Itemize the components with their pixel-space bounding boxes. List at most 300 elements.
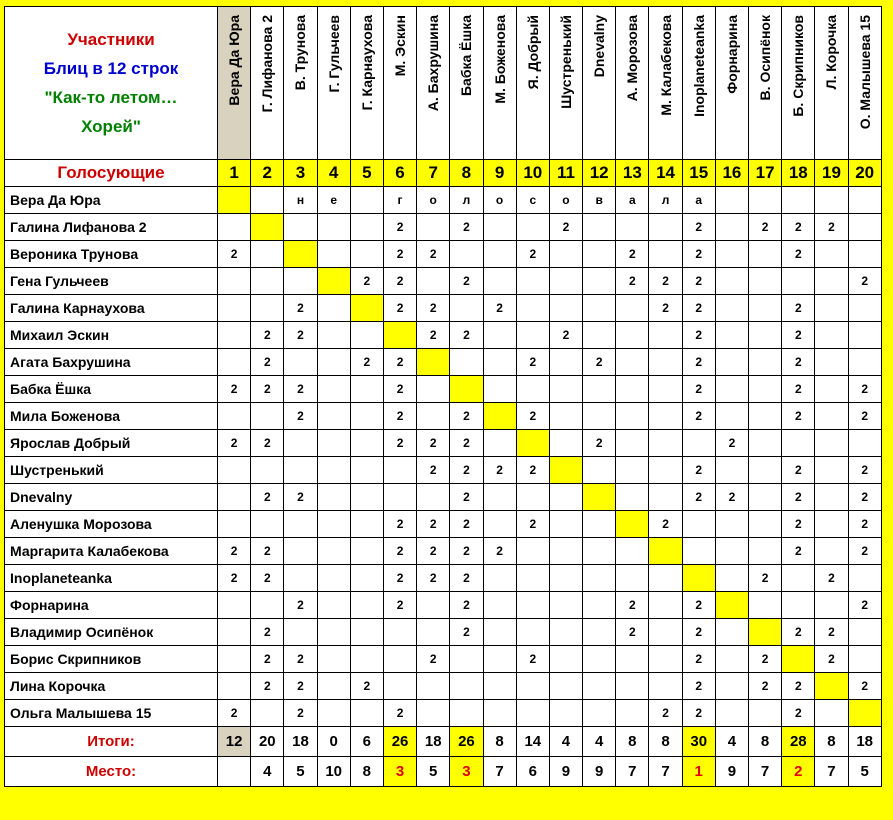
participant-name: Форнарина	[723, 15, 740, 94]
vote-cell: 2	[383, 538, 416, 565]
place-cell	[218, 757, 251, 787]
self-vote-cell	[251, 214, 284, 241]
vote-cell: 2	[450, 268, 483, 295]
total-cell: 18	[417, 727, 450, 757]
table-row	[5, 592, 882, 619]
self-vote-cell	[516, 430, 549, 457]
vote-cell: 2	[715, 430, 748, 457]
vote-cell	[383, 457, 416, 484]
vote-cell: 2	[848, 268, 881, 295]
table-row	[5, 295, 882, 322]
vote-cell	[583, 376, 616, 403]
vote-cell	[815, 484, 848, 511]
vote-cell	[218, 511, 251, 538]
vote-cell	[218, 403, 251, 430]
place-cell: 9	[583, 757, 616, 787]
vote-cell	[782, 430, 815, 457]
vote-cell: 2	[682, 241, 715, 268]
vote-cell	[649, 349, 682, 376]
vote-cell: 2	[682, 349, 715, 376]
vote-cell	[749, 430, 782, 457]
vote-cell: 2	[715, 484, 748, 511]
vote-cell	[649, 241, 682, 268]
vote-cell	[218, 457, 251, 484]
vote-cell	[616, 484, 649, 511]
participant-header	[350, 7, 383, 160]
vote-cell: 2	[383, 700, 416, 727]
vote-cell: 2	[350, 349, 383, 376]
vote-cell	[251, 592, 284, 619]
vote-cell: 2	[383, 241, 416, 268]
vote-cell	[218, 214, 251, 241]
participant-header	[317, 7, 350, 160]
participant-number: 1	[218, 160, 251, 187]
vote-cell	[815, 457, 848, 484]
table-row	[5, 349, 882, 376]
place-row	[5, 757, 882, 787]
vote-cell	[616, 673, 649, 700]
vote-cell: 2	[417, 457, 450, 484]
total-cell: 0	[317, 727, 350, 757]
self-vote-cell	[815, 673, 848, 700]
vote-cell	[616, 457, 649, 484]
voter-name: Inoplaneteanka	[5, 565, 218, 592]
total-cell: 8	[649, 727, 682, 757]
vote-cell: о	[483, 187, 516, 214]
table-row	[5, 187, 882, 214]
vote-cell: 2	[450, 457, 483, 484]
participant-header	[549, 7, 582, 160]
vote-cell: 2	[251, 322, 284, 349]
vote-cell	[251, 187, 284, 214]
vote-cell	[549, 511, 582, 538]
self-vote-cell	[715, 592, 748, 619]
total-cell: 14	[516, 727, 549, 757]
vote-cell	[583, 241, 616, 268]
vote-cell	[317, 322, 350, 349]
place-cell: 1	[682, 757, 715, 787]
vote-cell	[549, 538, 582, 565]
total-cell: 12	[218, 727, 251, 757]
vote-cell	[782, 592, 815, 619]
vote-cell: 2	[417, 322, 450, 349]
vote-cell: 2	[251, 349, 284, 376]
vote-cell: 2	[682, 484, 715, 511]
vote-cell	[583, 673, 616, 700]
vote-cell	[417, 619, 450, 646]
participant-header	[218, 7, 251, 160]
vote-cell: 2	[251, 619, 284, 646]
vote-cell: 2	[616, 241, 649, 268]
vote-cell	[317, 538, 350, 565]
participant-header	[649, 7, 682, 160]
voter-name: Dnevalny	[5, 484, 218, 511]
vote-cell	[317, 619, 350, 646]
vote-cell	[583, 403, 616, 430]
vote-cell	[218, 592, 251, 619]
participant-number: 2	[251, 160, 284, 187]
vote-cell	[317, 349, 350, 376]
vote-cell: 2	[516, 646, 549, 673]
participant-number: 14	[649, 160, 682, 187]
vote-cell: 2	[383, 295, 416, 322]
vote-cell	[251, 403, 284, 430]
vote-cell: 2	[616, 619, 649, 646]
vote-cell: 2	[450, 403, 483, 430]
participant-number: 9	[483, 160, 516, 187]
total-cell: 18	[848, 727, 881, 757]
self-vote-cell	[616, 511, 649, 538]
vote-cell	[483, 484, 516, 511]
self-vote-cell	[317, 268, 350, 295]
vote-cell: 2	[682, 592, 715, 619]
vote-cell	[749, 700, 782, 727]
vote-cell	[483, 268, 516, 295]
vote-cell	[317, 565, 350, 592]
voting-table	[4, 6, 882, 787]
vote-cell	[749, 349, 782, 376]
vote-cell: 2	[649, 295, 682, 322]
number-row	[5, 160, 882, 187]
vote-cell	[815, 268, 848, 295]
vote-cell: 2	[782, 700, 815, 727]
voter-name: Форнарина	[5, 592, 218, 619]
vote-cell	[251, 268, 284, 295]
vote-cell	[549, 700, 582, 727]
vote-cell	[848, 295, 881, 322]
participant-name: М. Эскин	[392, 15, 409, 77]
vote-cell	[749, 484, 782, 511]
vote-cell	[350, 646, 383, 673]
place-cell: 8	[350, 757, 383, 787]
vote-cell	[749, 241, 782, 268]
vote-cell	[317, 376, 350, 403]
vote-cell: с	[516, 187, 549, 214]
vote-cell	[715, 646, 748, 673]
vote-cell: 2	[848, 376, 881, 403]
vote-cell: 2	[782, 457, 815, 484]
vote-cell: 2	[450, 511, 483, 538]
vote-cell	[583, 700, 616, 727]
total-cell: 28	[782, 727, 815, 757]
table-title	[5, 7, 218, 160]
vote-cell	[317, 403, 350, 430]
vote-cell	[549, 268, 582, 295]
vote-cell	[848, 187, 881, 214]
place-cell: 5	[417, 757, 450, 787]
vote-cell: 2	[450, 592, 483, 619]
vote-cell	[417, 268, 450, 295]
vote-cell	[583, 538, 616, 565]
vote-cell	[483, 214, 516, 241]
vote-cell: а	[682, 187, 715, 214]
voter-name: Ольга Малышева 15	[5, 700, 218, 727]
voter-name: Вероника Трунова	[5, 241, 218, 268]
participant-name: Бабка Ёшка	[458, 15, 475, 97]
vote-cell: 2	[350, 268, 383, 295]
vote-cell: 2	[450, 538, 483, 565]
vote-cell	[749, 538, 782, 565]
vote-cell	[317, 295, 350, 322]
vote-cell: 2	[583, 430, 616, 457]
vote-cell	[583, 268, 616, 295]
voter-name: Вера Да Юра	[5, 187, 218, 214]
voter-name: Гена Гульчеев	[5, 268, 218, 295]
vote-cell: 2	[383, 403, 416, 430]
vote-cell	[383, 646, 416, 673]
participant-header	[782, 7, 815, 160]
vote-cell	[549, 241, 582, 268]
participant-name: Я. Добрый	[524, 15, 541, 90]
table-row	[5, 214, 882, 241]
vote-cell: 2	[649, 268, 682, 295]
vote-cell	[317, 511, 350, 538]
vote-cell: 2	[516, 403, 549, 430]
participant-name: М. Боженова	[491, 15, 508, 104]
participant-number: 13	[616, 160, 649, 187]
vote-cell: 2	[417, 646, 450, 673]
vote-cell	[284, 268, 317, 295]
vote-cell	[350, 187, 383, 214]
vote-cell	[483, 349, 516, 376]
vote-cell	[483, 241, 516, 268]
vote-cell	[782, 565, 815, 592]
vote-cell: 2	[782, 214, 815, 241]
vote-cell: 2	[848, 538, 881, 565]
total-cell: 30	[682, 727, 715, 757]
vote-cell: 2	[417, 241, 450, 268]
vote-cell	[715, 673, 748, 700]
vote-cell	[749, 457, 782, 484]
vote-cell: 2	[284, 646, 317, 673]
vote-cell	[649, 619, 682, 646]
vote-cell	[715, 322, 748, 349]
vote-cell	[649, 403, 682, 430]
vote-cell	[848, 241, 881, 268]
vote-cell	[815, 403, 848, 430]
self-vote-cell	[483, 403, 516, 430]
table-row	[5, 322, 882, 349]
voter-name: Агата Бахрушина	[5, 349, 218, 376]
self-vote-cell	[450, 376, 483, 403]
participant-header	[450, 7, 483, 160]
vote-cell	[516, 268, 549, 295]
vote-cell	[350, 619, 383, 646]
vote-cell	[616, 700, 649, 727]
vote-cell	[649, 430, 682, 457]
vote-cell: о	[549, 187, 582, 214]
vote-cell	[815, 592, 848, 619]
vote-cell: 2	[749, 214, 782, 241]
participant-number: 8	[450, 160, 483, 187]
place-cell: 5	[848, 757, 881, 787]
vote-cell	[715, 619, 748, 646]
vote-cell	[350, 511, 383, 538]
vote-cell	[284, 538, 317, 565]
vote-cell	[317, 700, 350, 727]
vote-cell	[516, 376, 549, 403]
table-row	[5, 484, 882, 511]
vote-cell	[350, 565, 383, 592]
self-vote-cell	[782, 646, 815, 673]
vote-cell: 2	[383, 214, 416, 241]
vote-cell	[251, 511, 284, 538]
vote-cell	[549, 349, 582, 376]
vote-cell: 2	[682, 376, 715, 403]
vote-cell: 2	[848, 457, 881, 484]
vote-cell	[549, 295, 582, 322]
vote-cell: 2	[616, 268, 649, 295]
vote-cell: 2	[782, 403, 815, 430]
participant-number: 3	[284, 160, 317, 187]
total-cell: 8	[815, 727, 848, 757]
vote-cell	[583, 592, 616, 619]
participant-number: 17	[749, 160, 782, 187]
vote-cell: 2	[782, 241, 815, 268]
vote-cell	[815, 295, 848, 322]
vote-cell	[516, 484, 549, 511]
vote-cell	[350, 241, 383, 268]
participant-number: 7	[417, 160, 450, 187]
vote-cell	[715, 565, 748, 592]
participant-name: Шустренький	[557, 15, 574, 109]
vote-cell	[583, 295, 616, 322]
vote-cell	[284, 430, 317, 457]
vote-cell: 2	[682, 295, 715, 322]
totals-row	[5, 727, 882, 757]
vote-cell	[549, 430, 582, 457]
vote-cell	[251, 295, 284, 322]
vote-cell: 2	[782, 484, 815, 511]
vote-cell	[450, 241, 483, 268]
vote-cell	[782, 268, 815, 295]
self-vote-cell	[682, 565, 715, 592]
vote-cell: 2	[815, 646, 848, 673]
self-vote-cell	[417, 349, 450, 376]
vote-cell: 2	[815, 619, 848, 646]
table-row	[5, 565, 882, 592]
vote-cell	[749, 403, 782, 430]
vote-cell	[649, 592, 682, 619]
vote-cell	[749, 511, 782, 538]
vote-cell	[749, 268, 782, 295]
vote-cell	[815, 187, 848, 214]
vote-cell	[715, 295, 748, 322]
vote-cell	[848, 214, 881, 241]
vote-cell: 2	[682, 322, 715, 349]
participant-header	[583, 7, 616, 160]
vote-cell: 2	[218, 430, 251, 457]
table-row	[5, 430, 882, 457]
vote-cell	[682, 538, 715, 565]
table-row	[5, 241, 882, 268]
vote-cell	[616, 430, 649, 457]
voter-name: Галина Карнаухова	[5, 295, 218, 322]
participant-number: 19	[815, 160, 848, 187]
vote-cell: 2	[417, 295, 450, 322]
participant-name: Dnevalny	[591, 15, 608, 78]
vote-cell	[516, 592, 549, 619]
vote-cell	[483, 376, 516, 403]
place-cell: 5	[284, 757, 317, 787]
vote-cell	[218, 484, 251, 511]
vote-cell	[715, 538, 748, 565]
vote-cell: 2	[516, 241, 549, 268]
total-cell: 18	[284, 727, 317, 757]
vote-cell	[218, 268, 251, 295]
voter-name: Борис Скрипников	[5, 646, 218, 673]
vote-cell	[682, 511, 715, 538]
vote-cell	[715, 187, 748, 214]
voter-name: Ярослав Добрый	[5, 430, 218, 457]
vote-cell	[649, 484, 682, 511]
vote-cell	[583, 457, 616, 484]
participant-header	[815, 7, 848, 160]
vote-cell	[284, 619, 317, 646]
vote-cell: 2	[417, 538, 450, 565]
table-row	[5, 646, 882, 673]
participant-name: В. Осипёнок	[757, 15, 774, 101]
vote-cell: 2	[749, 565, 782, 592]
place-cell: 7	[815, 757, 848, 787]
total-cell: 20	[251, 727, 284, 757]
participant-header	[682, 7, 715, 160]
vote-cell	[350, 430, 383, 457]
vote-cell: 2	[682, 214, 715, 241]
vote-cell: 2	[649, 700, 682, 727]
vote-cell: г	[383, 187, 416, 214]
participant-name: А. Морозова	[624, 15, 641, 102]
vote-cell	[417, 376, 450, 403]
vote-cell: 2	[284, 322, 317, 349]
vote-cell: 2	[649, 511, 682, 538]
vote-cell	[649, 376, 682, 403]
vote-cell	[483, 592, 516, 619]
table-row	[5, 511, 882, 538]
vote-cell: 2	[284, 700, 317, 727]
participant-number: 5	[350, 160, 383, 187]
vote-cell	[350, 457, 383, 484]
self-vote-cell	[350, 295, 383, 322]
vote-cell	[417, 403, 450, 430]
participant-header	[284, 7, 317, 160]
vote-cell	[749, 376, 782, 403]
vote-cell	[815, 700, 848, 727]
vote-cell	[815, 241, 848, 268]
participant-number: 15	[682, 160, 715, 187]
vote-cell	[549, 673, 582, 700]
vote-cell	[450, 646, 483, 673]
vote-cell	[450, 349, 483, 376]
vote-cell	[218, 349, 251, 376]
self-vote-cell	[749, 619, 782, 646]
vote-cell	[483, 619, 516, 646]
table-row	[5, 376, 882, 403]
vote-cell	[549, 646, 582, 673]
participant-header	[749, 7, 782, 160]
self-vote-cell	[583, 484, 616, 511]
voter-name: Шустренький	[5, 457, 218, 484]
participant-header	[715, 7, 748, 160]
vote-cell	[715, 511, 748, 538]
vote-cell	[516, 214, 549, 241]
vote-cell	[815, 349, 848, 376]
participant-header	[848, 7, 881, 160]
self-vote-cell	[549, 457, 582, 484]
vote-cell	[417, 214, 450, 241]
vote-cell	[317, 214, 350, 241]
vote-cell	[583, 214, 616, 241]
